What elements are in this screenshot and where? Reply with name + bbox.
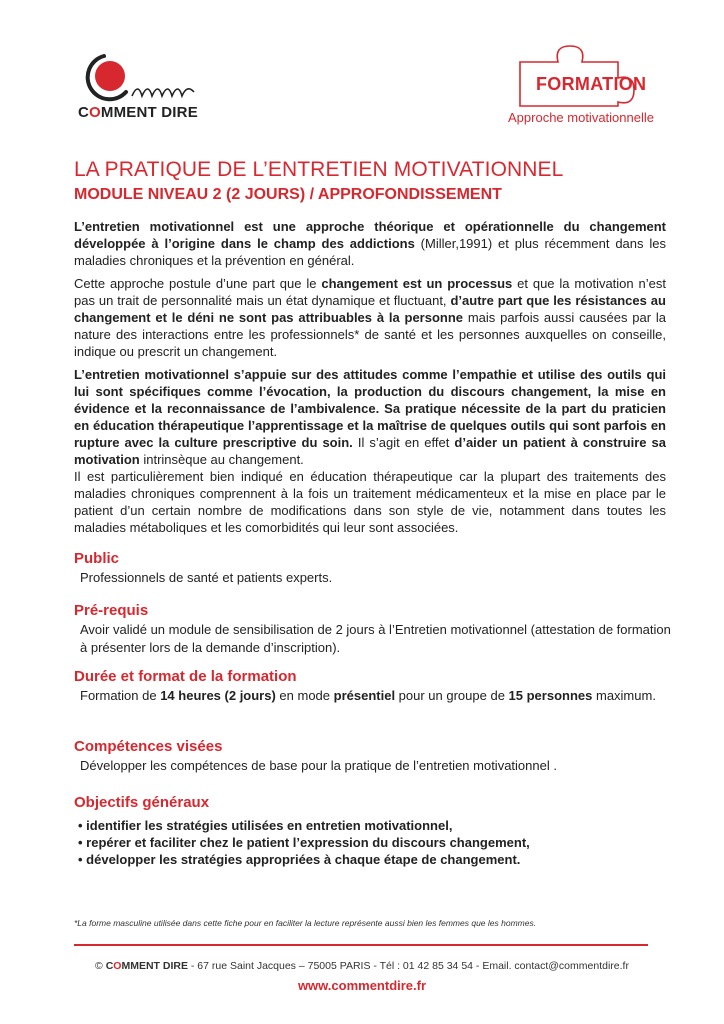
intro-paragraph-3: L’entretien motivationnel s’appuie sur des attitudes comme l’empathie et utilise des outils qui lui sont spécifiques comme l’évocation, la production du discours changement, la mise en évidence et la reconnaissance de l’ambivalence. Sa pratique nécessite de la part du praticien en éducation thérapeutique l’apprentissage et la maîtrise de quelques outils qui sont parfois en rupture avec la culture prescriptive du soin. Il s’agit en effet d’aider un patient à construire sa motivation intrinsèque au changement. [74,367,666,467]
page-title: LA PRATIQUE DE L’ENTRETIEN MOTIVATIONNEL [74,158,564,181]
section-text: Avoir validé un module de sensibilisation de 2 jours à l’Entretien motivationnel (attestation de formation à présenter lors de la demande d’inscription). [80,622,671,655]
section-duree [74,668,674,705]
footer-address: © COMMENT DIRE - 67 rue Saint Jacques – 75005 PARIS - Tél : 01 42 85 34 54 - Email. contact@commentdire.fr [95,960,629,972]
section-heading: Public [74,550,120,567]
footnote: *La forme masculine utilisée dans cette fiche pour en faciliter la lecture représente aussi bien les femmes que les hommes. [74,918,537,928]
section-objectifs [74,794,674,868]
section-heading: Durée et format de la formation [74,668,297,685]
section-text: Développer les compétences de base pour la pratique de l’entretien motivationnel . [80,758,557,773]
section-heading: Compétences visées [74,738,223,755]
formation-subtitle: Approche motivationnelle [508,110,654,125]
page-subtitle: MODULE NIVEAU 2 (2 JOURS) / APPROFONDISSEMENT [74,186,502,203]
intro-text [74,218,666,542]
footer-divider [74,944,648,946]
logo-wordmark: COMMENT DIRE [78,104,198,121]
footer-website-link[interactable]: www.commentdire.fr [297,978,427,993]
section-text: Professionnels de santé et patients experts. [80,570,333,585]
section-heading: Pré-requis [74,602,149,619]
formation-label: FORMATION [536,74,647,94]
intro-paragraph-4: Il est particulièrement bien indiqué en éducation thérapeutique car la plupart des traitements des maladies chroniques comprennent à la fois un traitement médicamenteux et la mise en place par le patient d’un certain nombre de modifications dans son style de vie, notamment dans toutes les maladies métaboliques et les comorbidités qui leur sont associées. [74,469,666,535]
section-public [74,550,674,587]
formation-badge [500,42,680,132]
list-item: • développer les stratégies appropriées à chaque étape de changement. [78,851,674,868]
objectives-list [78,817,674,868]
logo-mark-icon [74,48,204,108]
intro-paragraph-2: Cette approche postule d’une part que le changement est un processus et que la motivation n’est pas un trait de personnalité mais un état dynamique et fluctuant, d’autre part que les résistances au changement et le déni ne sont pas attribuables à la personne mais parfois aussi causées par la nature des interactions entre les professionnels* de santé et les personnes auxquelles on conseille, indique ou prescrit un changement. [74,276,666,359]
footer-brand: COMMENT DIRE [105,960,188,972]
list-item: • identifier les stratégies utilisées en entretien motivationnel, [78,817,674,834]
section-prerequis [74,602,674,657]
list-item: • repérer et faciliter chez le patient l’expression du discours changement, [78,834,674,851]
intro-paragraph-1: L’entretien motivationnel est une approche théorique et opérationnelle du changement développée à l’origine dans le champ des addictions (Miller,1991) et plus récemment dans les maladies chroniques et la prévention en général. [74,219,666,268]
section-text: Formation de 14 heures (2 jours) en mode présentiel pour un groupe de 15 personnes maximum. [80,688,656,703]
section-competences [74,738,674,775]
section-heading: Objectifs généraux [74,794,210,811]
comment-dire-logo [74,48,204,126]
